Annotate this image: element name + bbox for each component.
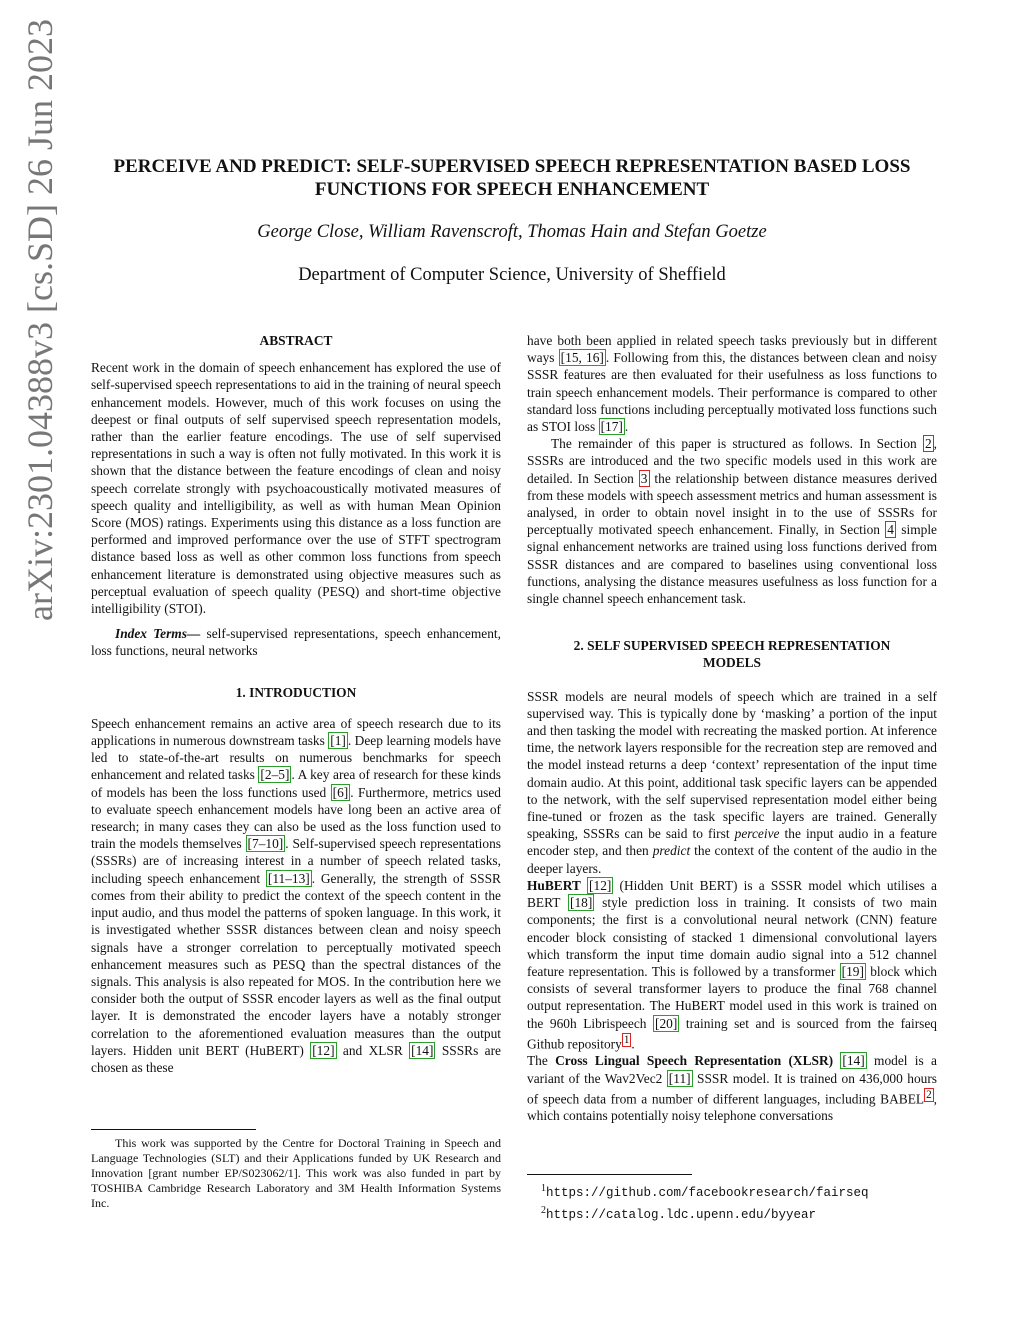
section-link[interactable]: 4 [887,522,894,538]
section-link[interactable]: 3 [640,470,648,486]
citation-link[interactable]: [20] [655,1015,678,1031]
footnote-url[interactable]: https://catalog.ldc.upenn.edu/byyear [546,1208,817,1222]
citation-link[interactable]: [14] [411,1042,434,1058]
right-column [527,332,937,1125]
footnote-2: $^2$https://catalog.ldc.upenn.edu/byyear [541,1205,817,1222]
citation-link[interactable]: [6] [332,784,349,800]
xlsr-paragraph: The Cross Lingual Speech Representation (XLSR) [14] model is a variant of the Wav2Vec2 [11] SSSR model. It is trained on 436,000 hours of speech data from a number of different languages, including BABEL $^2$ , which contains potentially noisy telephone conversations [527,1053,937,1124]
arxiv-side-label: arXiv:2301.04388v3 [cs.SD] 26 Jun 2023 [20,19,60,621]
footnote-link[interactable]: 2 [926,1088,932,1101]
url-footnotes [541,1180,869,1224]
index-terms-label: Index Terms— [115,626,201,642]
citation-link[interactable]: [11–13] [267,870,310,886]
citation-link[interactable]: [12] [589,877,612,893]
footnote-1: $^1$https://github.com/facebookresearch/fairseq [541,1183,869,1200]
section2-heading: 2. SELF SUPERVISED SPEECH REPRESENTATION MODELS [573,638,891,671]
citation-link[interactable]: [7–10] [247,836,284,852]
footnote-url[interactable]: https://github.com/facebookresearch/fairseq [546,1186,869,1200]
left-column [91,332,501,1076]
abstract-heading: ABSTRACT [259,333,333,348]
citation-link[interactable]: [12] [312,1042,335,1058]
intro-paragraph: Speech enhancement remains an active area of speech research due to its applications in numerous downstream tasks [1] . Deep learning models have led to state-of-the-art results on numerous benchmarks for speech enhancement and related tasks [2–5] . A key area of research for these kinds of models has been the loss functions used [6] . Furthermore, metrics used to evaluate speech enhancement models have long been an active area of research; in many cases they can also be used as the loss function used to train the models themselves [7–10] . Self-supervised speech representations (SSSRs) are of increasing interest in a number of speech related tasks, including speech enhancement [11–13] . Generally, the strength of SSSR comes from their ability to predict the context of the speech content in the input audio, and thus model the patterns of spoken language. In this work, it is investigated whether SSSR distances between clean and noisy speech signals have a stronger correlation to perceptually motivated speech enhancement measures such as PESQ than the spectral distances of the signals. This analysis is also repeated for MOS. In the contribution here we consider both the output of SSSR encoder layers as well as the final output layer. It is demonstrated the encoder layers have a notably stronger correlation to the aforementioned evaluation measures than the output layers. Hidden unit BERT (HuBERT) [12] and XLSR [14] SSSRs are chosen as these [91,715,502,1075]
citation-link[interactable]: [1] [330,733,346,749]
sssr-paragraph: SSSR models are neural models of speech which are trained in a self supervised way. This is typically done by ‘masking’ a portion of the input and then tasking the model with recreating the masked portion. At inference time, the network layers responsible for the recreation step are removed and the model instead returns a deep ‘context’ representation of the input time domain audio. At this point, additional task specific layers can be appended to the network, with the self supervised representation model either being fine-tuned or frozen as the task specific layers are trained. Generally speaking, SSSRs can be said to first perceive the input audio in a feature encoder step, and then predict the context of the content of the audio in the deeper layers. [527,688,938,876]
footnote-rule [91,1129,256,1130]
citation-link[interactable]: [14] [842,1053,865,1069]
citation-link[interactable]: [11] [668,1070,691,1086]
hubert-paragraph: HuBERT [12] (Hidden Unit BERT) is a SSSR model which utilises a BERT [18] style prediction loss in training. It consists of two main components; the first is a convolutional neural network (CNN) feature encoder block consisting of stacked 1 dimensional convolutional layers which transform the input time domain audio signal into a 512 channel feature representation. This is followed by a transformer [19] block which consists of several transformer layers to produce the final 768 channel output representation. The HuBERT model used in this work is trained on the 960h Librispeech [20] training set and is sourced from the fairseq Github repository $^1$ . [527,877,938,1052]
right-paragraph-2: The remainder of this paper is structured as follows. In Section 2 , SSSRs are introduced and the two specific models used in this work are detailed. In Section 3 the relationship between distance measures derived from these models with speech assessment metrics and human assessment is analysed, in order to obtain novel insight in to the use of SSSRs for perceptually motivated speech enhancement. Finally, in Section 4 simple signal enhancement networks are trained using loss functions derived from SSSR distances and are compared to baselines using conventional loss functions, analysing the distance measures usefulness as loss function for a single channel speech enhancement task. [527,436,938,607]
footnote-rule [527,1174,692,1175]
index-terms [91,625,501,659]
citation-link[interactable]: [19] [841,963,864,979]
citation-link[interactable]: [2–5] [260,767,290,783]
intro-heading: 1. INTRODUCTION [235,684,357,700]
affiliation: Department of Computer Science, University of Sheffield [298,265,726,285]
paper-title: PERCEIVE AND PREDICT: SELF-SUPERVISED SPEECH REPRESENTATION BASED LOSS FUNCTIONS FOR SPEECH ENHANCEMENT [113,156,911,200]
footnote-link[interactable]: 1 [623,1033,630,1046]
funding-footnote: This work was supported by the Centre for Doctoral Training in Speech and Language Technologies (SLT) and their Applications funded by UK Research and Innovation [grant number EP/S023062/1]. This work was also funded in part by TOSHIBA Cambridge Research Laboratory and 3M Health Information Systems Inc. [91,1136,501,1210]
citation-link[interactable]: [18] [570,895,593,911]
index-terms-text: self-supervised representations, speech enhancement, loss functions, neural networks [91,626,501,659]
citation-link[interactable]: [17] [600,419,623,435]
right-paragraph-1: have both been applied in related speech tasks previously but in different ways [15, 16] . Following from this, the distances between clean and noisy SSSR features are then evaluated for their usefulness as loss functions to train speech enhancement models. Their performance is compared to other standard loss functions including perceptually motivated loss functions such as STOI loss [17] . [527,333,937,435]
authors: George Close, William Ravenscroft, Thomas Hain and Stefan Goetze [257,222,767,242]
citation-link[interactable]: [15, 16] [560,350,604,366]
abstract-text: Recent work in the domain of speech enhancement has explored the use of self-supervised speech representations to aid in the training of neural speech enhancement models. However, much of this work focuses on using the deepest or final outputs of self supervised speech representation models, rather than the earlier feature encodings. The use of self supervised representations in such a way is often not fully motivated. In this work it is shown that the distance between the feature encodings of clean and noisy speech correlate strongly with psychoacoustically motivated measures of speech quality and intelligibility, as well as with human Mean Opinion Score (MOS) ratings. Experiments using this distance as a loss function are performed and improved performance over the use of STFT spectrogram distance based loss as well as other common loss functions from speech enhancement literature is demonstrated using objective measures such as perceptual evaluation of speech quality (PESQ) and short-time objective intelligibility (STOI). [91,360,501,617]
section-link[interactable]: 2 [924,436,932,452]
